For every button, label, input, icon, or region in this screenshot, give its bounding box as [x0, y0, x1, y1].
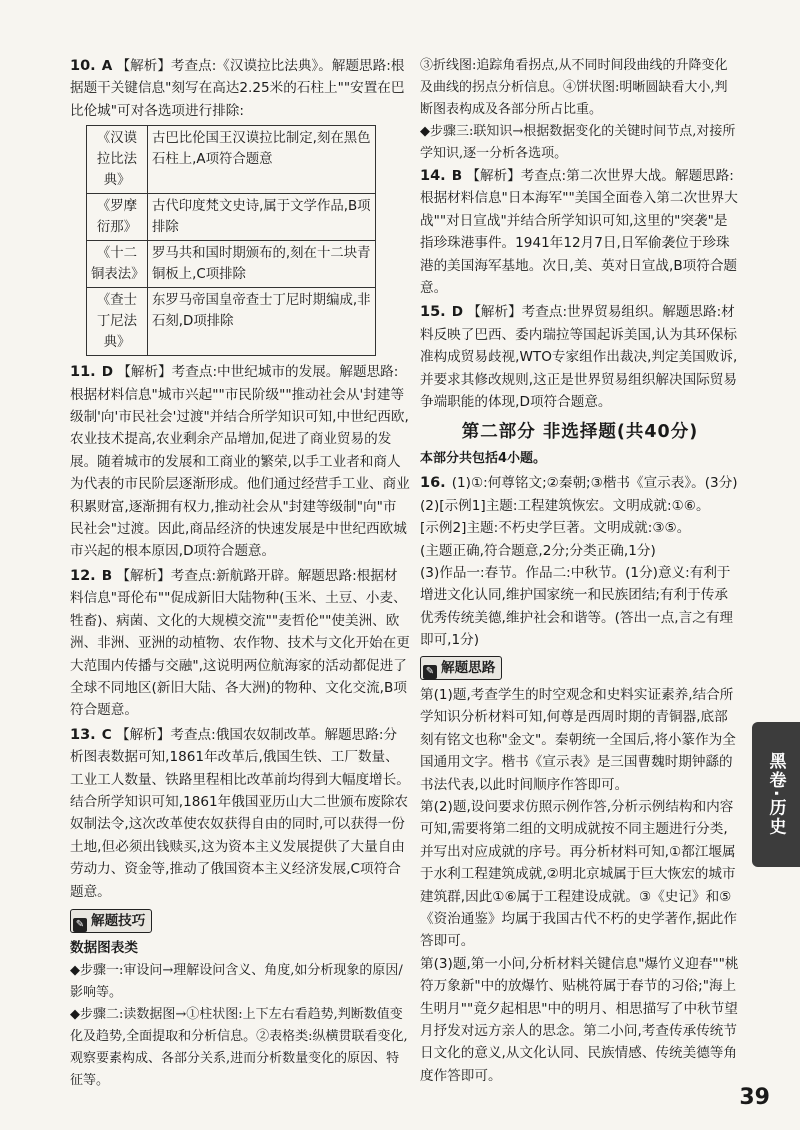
- answer-part-3: (3)作品一:春节。作品二:中秋节。(1分)意义:有利于增进文化认同,维护国家统一和民族团结;有利于传承优秀传统美德,维护社会和谐等。(答出一点,言之有理即可,1分): [420, 564, 734, 649]
- tips-step-3: ◆步骤三:联知识→根据数据变化的关键时间节点,对接所学知识,逐一分析各选项。: [420, 124, 736, 161]
- answer-letter: D: [451, 304, 463, 321]
- tips-badge-label: 解题技巧: [91, 912, 146, 929]
- edit-icon: ✎: [423, 665, 437, 679]
- table-row: [87, 288, 376, 356]
- answer-letter: C: [101, 726, 112, 743]
- tips-box: [70, 905, 410, 1092]
- solution-badge-label: 解题思路: [441, 659, 496, 676]
- question-number: 11.: [70, 364, 96, 381]
- question-explanation: 【解析】考查点:世界贸易组织。解题思路:材料反映了巴西、委内瑞拉等国起诉美国,认为其环保标准构成贸易歧视,WTO专家组作出裁决,判定美国败诉,并要求其修改规则,这正是世界贸易组织解决国际贸易争端职能的体现,D项符合题意。: [420, 304, 738, 411]
- options-table: [86, 125, 376, 356]
- table-cell-key: 《十二铜表法》: [87, 241, 148, 288]
- answer-part-1: (1)①:何尊铭文;②秦朝;③楷书《宣示表》。(3分): [451, 475, 738, 492]
- explanation-3: 第(3)题,第一小问,分析材料关键信息"爆竹义迎春""桃符万象新"中的放爆竹、贴桃符属于春节的习俗;"海上生明月""竟夕起相思"中的明月、相思描写了中秋节望月抒发对远方亲人的思念。第二小问,考查传承传统节日文化的意义,从文化认同、民族情感、传统美德等角度作答即可。: [420, 955, 739, 1084]
- question-number: 15.: [420, 304, 446, 321]
- explanation-1: 第(1)题,考查学生的时空观念和史料实证素养,结合所学知识分析材料可知,何尊是西周时期的青铜器,底部刻有铭文也称"金文"。秦朝统一全国后,将小篆作为全国通用文字。楷书《宣示表》是三国曹魏时期钟繇的书法代表,以此时间顺序作答即可。: [420, 686, 736, 793]
- table-cell-value: 古巴比伦国王汉谟拉比制定,刻在黑色石柱上,A项符合题意: [148, 126, 376, 194]
- question-explanation: 【解析】考查点:新航路开辟。解题思路:根据材料信息"哥伦布""促成新旧大陆物种(玉米、土豆、小麦、牲畜)、病菌、文化的大规模交流""麦哲伦""使美洲、欧洲、非洲、亚洲的动植物、农作物、技术与文化开始在更大范围内传播与交融",这说明两位航海家的活动都促进了全球不同地区(新旧大陆、各大洲)的物种、文化交流,B项符合题意。: [70, 567, 410, 719]
- key-icon: ✎: [73, 918, 87, 932]
- question-number: 16.: [420, 475, 446, 492]
- question-explanation: 【解析】考查点:《汉谟拉比法典》。解题思路:根据题干关键信息"刻写在高达2.25米的石柱上""安置在巴比伦城"可对各选项进行排除:: [70, 58, 405, 119]
- section-subtitle: 本部分共包括4小题。: [420, 450, 547, 466]
- table-cell-key: 《汉谟拉比法典》: [87, 126, 148, 194]
- right-column: [420, 55, 740, 1089]
- table-row: [87, 194, 376, 241]
- answer-part-2: (2)[示例1]主题:工程建筑恢宏。文明成就:①⑥。: [420, 497, 710, 514]
- question-number: 10.: [70, 58, 96, 74]
- table-cell-key: 《罗摩衍那》: [87, 194, 148, 241]
- question-10: [70, 55, 410, 356]
- table-row: [87, 241, 376, 288]
- question-explanation: 【解析】考查点:俄国农奴制改革。解题思路:分析图表数据可知,1861年改革后,俄国生铁、工厂数量、工业工人数量、铁路里程相比改革前均得到大幅度增长。结合所学知识可知,1861年俄国亚历山大二世颁布废除农奴制法令,这次改革使农奴获得自由的同时,可以获得一份土地,但必须出钱赎买,这为资本主义发展提供了大量自由劳动力、资金等,推动了俄国资本主义经济发展,C项符合题意。: [70, 726, 410, 900]
- table-cell-key: 《查士丁尼法典》: [87, 288, 148, 356]
- left-column: [70, 55, 410, 1092]
- table-row: [87, 126, 376, 194]
- section-title: 第二部分 非选择题(共40分): [461, 422, 699, 443]
- answer-letter: B: [451, 168, 463, 184]
- question-number: 12.: [70, 567, 96, 584]
- tips-step-1: ◆步骤一:审设问→理解设问含义、角度,如分析现象的原因/影响等。: [70, 962, 403, 1000]
- answer-part-2b: [示例2]主题:不朽史学巨著。文明成就:③⑤。: [420, 520, 691, 537]
- solution-badge: [420, 656, 502, 680]
- answer-letter: A: [101, 58, 113, 74]
- tips-badge: [70, 909, 152, 933]
- tips-step-2: ◆步骤二:读数据图→①柱状图:上下左右看趋势,判断数值变化及趋势,全面提取和分析信息。②表格类:纵横贯联看变化,观察要素构成、各部分关系,进而分析数量变化的原因、特征等。: [70, 1006, 408, 1088]
- question-explanation: 【解析】考查点:中世纪城市的发展。解题思路:根据材料信息"城市兴起""市民阶级""推动社会从'封建等级制'向'市民社会'过渡"并结合所学知识可知,中世纪西欧,农业技术提高,农业剩余产品增加,促进了商业贸易的发展。随着城市的发展和工商业的繁荣,以手工业者和商人为代表的市民阶层逐渐形成。他们通过经营手工业、商业积累财富,逐渐拥有权力,推动社会从"封建等级制"向"市民社会"过渡。因此,商品经济的快速发展是中世纪西欧城市兴起的根本原因,D项符合题意。: [70, 364, 410, 560]
- question-12: [70, 565, 410, 722]
- question-15: [420, 301, 740, 413]
- question-explanation: 【解析】考查点:第二次世界大战。解题思路:根据材料信息"日本海军""美国全面卷入第二次世界大战""对日宣战"并结合所学知识可知,这里的"突袭"是指珍珠港事件。1941年12月7日,日军偷袭位于珍珠港的美国海军基地。次日,美、英对日宣战,B项符合题意。: [420, 168, 738, 297]
- scoring-note: (主题正确,符合题意,2分;分类正确,1分): [420, 542, 656, 559]
- question-13: [70, 724, 410, 903]
- explanation-2: 第(2)题,设问要求仿照示例作答,分析示例结构和内容可知,需要将第二组的文明成就按不同主题进行分类,并写出对应成就的序号。再分析材料可知,①都江堰属于水利工程建筑成就,②明北京城属于巨大恢宏的城市建筑群,因此①⑥属于工程建设成就。③《史记》和⑤《资治通鉴》均属于我国古代不朽的史学著作,据此作答即可。: [420, 798, 737, 950]
- answer-letter: B: [101, 567, 113, 584]
- tips-title: 数据图表类: [70, 940, 138, 957]
- answer-letter: D: [101, 364, 113, 381]
- question-number: 14.: [420, 168, 446, 184]
- side-tab: 黑卷·历史: [752, 722, 800, 867]
- question-14: [420, 165, 740, 299]
- page-number: 39: [739, 1085, 770, 1110]
- table-cell-value: 东罗马帝国皇帝查士丁尼时期编成,非石刻,D项排除: [148, 288, 376, 356]
- table-cell-value: 罗马共和国时期颁布的,刻在十二块青铜板上,C项排除: [148, 241, 376, 288]
- question-number: 13.: [70, 726, 96, 743]
- tips-step-2-continued: ③折线图:追踪角看拐点,从不同时间段曲线的升降变化及曲线的拐点分析信息。④饼状图:明晰圆缺看大小,判断图表构成及各部分所占比重。: [420, 58, 728, 117]
- question-16: [420, 472, 740, 1087]
- question-11: [70, 361, 410, 563]
- table-cell-value: 古代印度梵文史诗,属于文学作品,B项排除: [148, 194, 376, 241]
